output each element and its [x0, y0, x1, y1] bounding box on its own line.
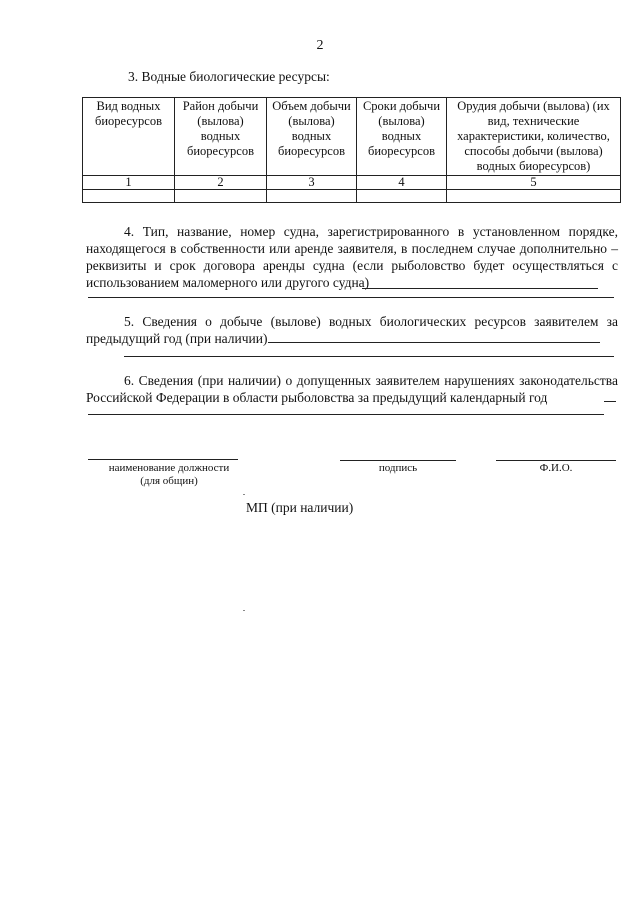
section-3-heading: 3. Водные биологические ресурсы: — [128, 69, 330, 84]
table-cell[interactable] — [175, 190, 267, 203]
col-header-species: Вид водных биоресурсов — [83, 98, 175, 176]
signature-label: подпись — [378, 462, 418, 474]
position-signature-line[interactable] — [88, 459, 238, 460]
col-header-terms: Сроки добычи (вылова) водных биоресурсов — [357, 98, 447, 176]
col-number: 2 — [175, 176, 267, 190]
col-number: 4 — [357, 176, 447, 190]
scan-speck — [243, 494, 245, 495]
name-signature-line[interactable] — [496, 460, 616, 461]
scan-speck — [243, 610, 245, 611]
section-5-fill-line-1[interactable] — [268, 342, 600, 343]
col-number: 3 — [267, 176, 357, 190]
section-4-fill-line-2[interactable] — [88, 297, 614, 298]
table-cell[interactable] — [267, 190, 357, 203]
section-6-text: 6. Сведения (при наличии) о допущенных заявителем нарушениях законодательства Российской Федерации в области рыболовства за предыдущий календарный год — [86, 373, 618, 405]
table-empty-row[interactable] — [83, 190, 621, 203]
signature-line[interactable] — [340, 460, 456, 461]
page-number: 2 — [316, 38, 324, 53]
table-cell[interactable] — [357, 190, 447, 203]
table-cell[interactable] — [447, 190, 621, 203]
section-6-fill-line-1[interactable] — [604, 401, 616, 402]
bioresources-table — [82, 97, 621, 203]
col-number: 5 — [447, 176, 621, 190]
col-header-gear: Орудия добычи (вылова) (их вид, технические характеристики, количество, способы добычи (вылова) водных биоресурсов) — [447, 98, 621, 176]
table-header-row — [83, 98, 621, 176]
position-label: наименование должности — [108, 462, 230, 474]
col-header-volume: Объем добычи (вылова) водных биоресурсов — [267, 98, 357, 176]
position-sublabel: (для общин) — [140, 475, 198, 487]
stamp-placeholder: МП (при наличии) — [246, 500, 354, 515]
table-cell[interactable] — [83, 190, 175, 203]
table-number-row — [83, 176, 621, 190]
section-5-fill-line-2[interactable] — [124, 356, 614, 357]
section-5-text: 5. Сведения о добыче (вылове) водных биологических ресурсов заявителем за предыдущий год (при наличии) — [86, 314, 618, 346]
section-4-fill-line-1[interactable] — [362, 288, 598, 289]
name-label: Ф.И.О. — [539, 462, 573, 474]
col-header-area: Район добычи (вылова) водных биоресурсов — [175, 98, 267, 176]
section-4-text: 4. Тип, название, номер судна, зарегистрированного в установленном порядке, находящегося в собственности или аренде заявителя, в последнем случае дополнительно – реквизиты и срок договора аренды судна (если рыболовство будет осуществляться с использованием маломерного или другого судна) — [86, 224, 618, 290]
col-number: 1 — [83, 176, 175, 190]
section-6-fill-line-2[interactable] — [88, 414, 604, 415]
